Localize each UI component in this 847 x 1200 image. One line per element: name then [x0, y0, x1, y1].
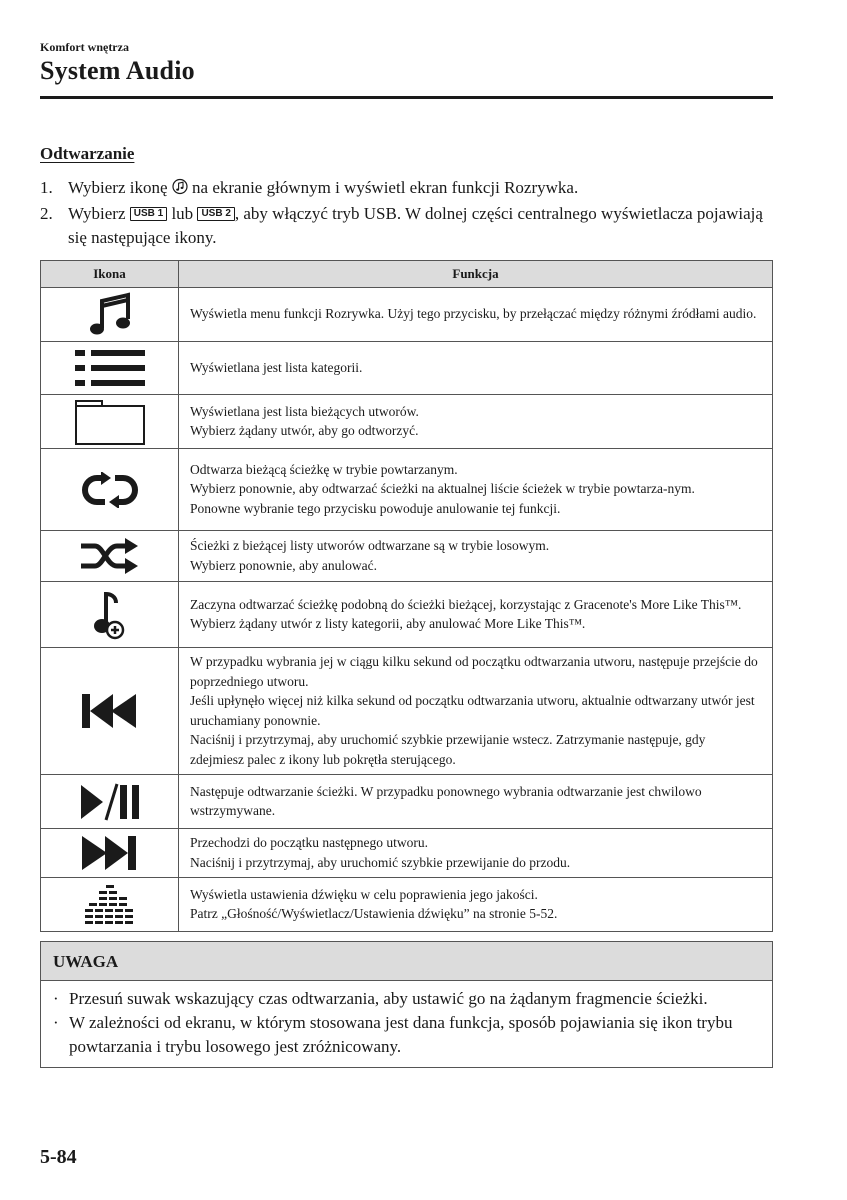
- next-track-icon: [41, 836, 178, 870]
- usb1-key: USB 1: [130, 207, 167, 221]
- function-text: Wybierz żądany utwór, aby go odtworzyć.: [190, 423, 419, 438]
- note-body: [41, 981, 772, 1067]
- function-text: Naciśnij i przytrzymaj, aby uruchomić szybkie przewijanie wstecz. Zatrzymanie następuje, gdy zdejmiesz palec z ikony lub pokrętła sterującego.: [190, 732, 706, 767]
- repeat-icon: [41, 472, 178, 508]
- note-item: [53, 987, 756, 1011]
- function-text: Wybierz ponownie, aby anulować.: [190, 557, 377, 573]
- function-cell: [179, 288, 773, 342]
- music-note-icon: [41, 292, 178, 338]
- function-cell: [179, 582, 773, 648]
- function-text: Wyświetlana jest lista kategorii.: [190, 359, 363, 375]
- note-text: Przesuń suwak wskazujący czas odtwarzania, aby ustawić go na żądanym fragmencie ścieżki.: [69, 989, 708, 1008]
- function-text: Następuje odtwarzanie ścieżki. W przypadku ponownego wybrania odtwarzanie jest chwilowo wstrzymywane.: [190, 783, 702, 818]
- function-text: Wybierz żądany utwór z listy kategorii, aby anulować More Like This™.: [190, 616, 586, 631]
- list-icon: [41, 348, 178, 388]
- page-number: 5-84: [40, 1146, 77, 1168]
- note-box: [40, 941, 773, 1068]
- equalizer-icon: [41, 885, 178, 925]
- step-text: lub: [167, 204, 198, 223]
- function-text: Ścieżki z bieżącej listy utworów odtwarzane są w trybie losowym.: [190, 538, 550, 553]
- function-text: Odtwarza bieżącą ścieżkę w trybie powtarzanym.: [190, 461, 458, 477]
- column-header-function: Funkcja: [179, 261, 773, 288]
- function-cell: [179, 878, 773, 932]
- function-text: Patrz „Głośność/Wyświetlacz/Ustawienia dźwięku” na stronie 5-52.: [190, 906, 558, 921]
- note-text: W zależności od ekranu, w którym stosowana jest dana funkcja, sposób pojawiania się ikon trybu powtarzania i trybu losowego jest zróżnicowany.: [69, 1013, 733, 1056]
- table-row: [41, 829, 773, 878]
- usb2-key: USB 2: [197, 207, 234, 221]
- bullet: ·: [53, 989, 59, 1008]
- more-like-this-icon: [41, 590, 178, 640]
- music-note-icon: [172, 178, 188, 202]
- previous-track-icon: [41, 694, 178, 728]
- title-rule: [40, 96, 773, 99]
- steps-list: [40, 176, 773, 250]
- function-cell: [179, 775, 773, 829]
- function-text: Wyświetla ustawienia dźwięku w celu poprawienia jego jakości.: [190, 886, 538, 902]
- column-header-icon: Ikona: [41, 261, 179, 288]
- function-cell: [179, 648, 773, 775]
- step-number: 2.: [40, 204, 53, 223]
- section-header: Komfort wnętrza: [40, 40, 129, 54]
- page-title: System Audio: [40, 56, 195, 85]
- play-pause-icon: [41, 783, 178, 821]
- function-cell: [179, 342, 773, 395]
- table-row: [41, 449, 773, 531]
- step-text: Wybierz ikonę: [68, 178, 172, 197]
- function-text: Wyświetlana jest lista bieżących utworów.: [190, 403, 419, 419]
- table-row: [41, 342, 773, 395]
- table-row: [41, 531, 773, 582]
- shuffle-icon: [41, 537, 178, 575]
- function-cell: [179, 449, 773, 531]
- function-text: Przechodzi do początku następnego utworu.: [190, 835, 429, 850]
- step-number: 1.: [40, 178, 53, 197]
- table-row: [41, 288, 773, 342]
- note-title: UWAGA: [41, 942, 772, 981]
- table-row: [41, 878, 773, 932]
- function-text: Wybierz ponownie, aby odtwarzać ścieżki na aktualnej liście ścieżek w trybie powtarza-nym.: [190, 481, 695, 497]
- step-text: , aby włączyć tryb USB. W dolnej części centralnego wyświetlacza pojawiają się następujące ikony.: [68, 204, 763, 247]
- table-row: [41, 648, 773, 775]
- function-text: W przypadku wybrania jej w ciągu kilku sekund od początku odtwarzania utworu, następuje przejście do poprzedniego utworu.: [190, 654, 758, 689]
- table-row: [41, 395, 773, 449]
- function-cell: [179, 829, 773, 878]
- function-text: Wyświetla menu funkcji Rozrywka. Użyj tego przycisku, by przełączać między różnymi źródłami audio.: [190, 306, 757, 322]
- subsection-heading: Odtwarzanie: [40, 144, 135, 163]
- bullet: ·: [53, 1013, 59, 1032]
- step-2: [40, 202, 773, 250]
- step-1: [40, 176, 773, 202]
- folder-icon: [41, 399, 178, 445]
- note-item: [53, 1011, 756, 1059]
- function-text: Zaczyna odtwarzać ścieżkę podobną do ścieżki bieżącej, korzystając z Gracenote's More Like This™.: [190, 596, 742, 612]
- icon-function-table: [40, 260, 773, 932]
- function-text: Jeśli upłynęło więcej niż kilka sekund od początku odtwarzania utworu, aktualnie odtwarzany utwór jest uruchamiany ponownie.: [190, 693, 755, 728]
- function-text: Ponowne wybranie tego przycisku powoduje anulowanie tej funkcji.: [190, 500, 561, 516]
- step-text: Wybierz: [68, 204, 130, 223]
- function-cell: [179, 395, 773, 449]
- function-text: Naciśnij i przytrzymaj, aby uruchomić szybkie przewijanie do przodu.: [190, 854, 571, 870]
- table-row: [41, 775, 773, 829]
- function-cell: [179, 531, 773, 582]
- step-text: na ekranie głównym i wyświetl ekran funkcji Rozrywka.: [187, 178, 579, 197]
- table-row: [41, 582, 773, 648]
